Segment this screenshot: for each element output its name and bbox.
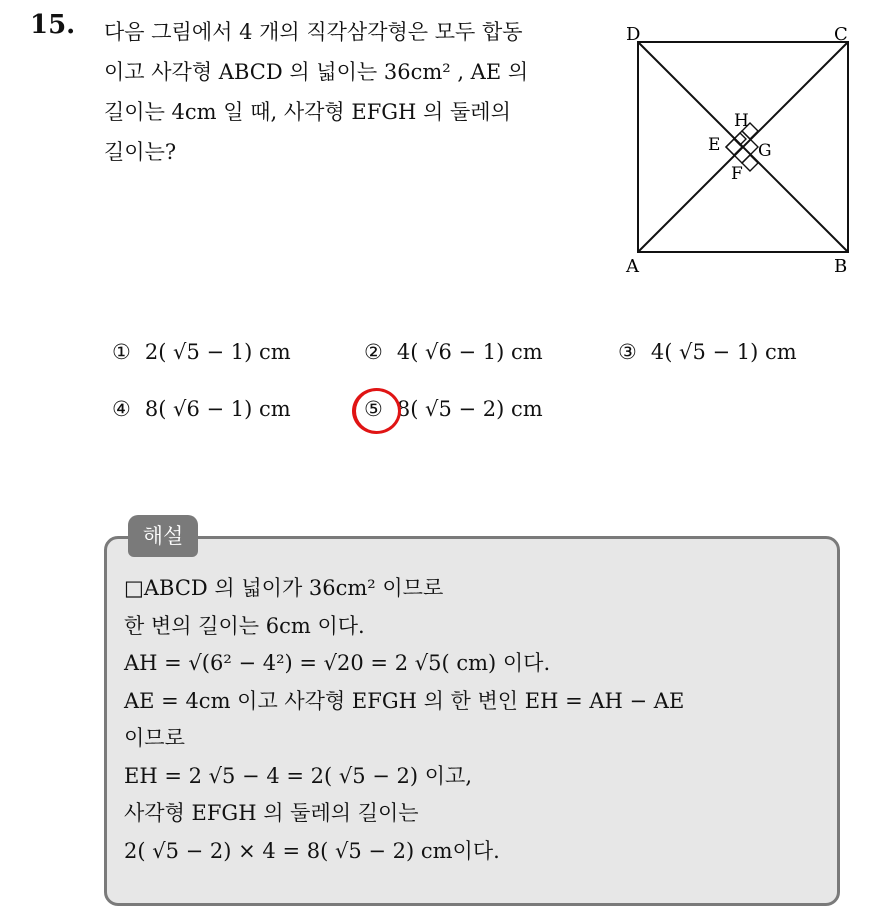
solution-line: AE = 4cm 이고 사각형 EFGH 의 한 변인 EH = AH − AE: [124, 688, 685, 713]
question-line: 길이는?: [104, 140, 177, 164]
choice-text: 4( √5 − 1) cm: [650, 340, 797, 364]
solution-line: 2( √5 − 2) × 4 = 8( √5 − 2) cm이다.: [124, 838, 500, 863]
question-line: 다음 그림에서 4 개의 직각삼각형은 모두 합동: [104, 20, 523, 44]
choice-text: 2( √5 − 1) cm: [144, 340, 291, 364]
solution-text: [124, 570, 684, 870]
choice-5[interactable]: [364, 397, 543, 421]
choice-2[interactable]: [364, 340, 543, 364]
label-b: B: [834, 256, 848, 277]
question-text: [104, 12, 604, 172]
choice-text: 8( √6 − 1) cm: [144, 397, 291, 421]
label-c: C: [834, 24, 848, 45]
choice-mark: ②: [364, 340, 383, 364]
choice-text: 4( √6 − 1) cm: [396, 340, 543, 364]
choice-4[interactable]: [112, 397, 291, 421]
solution-line: 사각형 EFGH 의 둘레의 길이는: [124, 801, 419, 825]
label-e: E: [708, 135, 721, 155]
choice-text: 8( √5 − 2) cm: [396, 397, 543, 421]
choice-1[interactable]: [112, 340, 291, 364]
square-figure: [620, 20, 860, 280]
solution-line: EH = 2 √5 − 4 = 2( √5 − 2) 이고,: [124, 763, 473, 788]
label-f: F: [731, 164, 743, 184]
label-d: D: [626, 24, 641, 45]
question-number: 15.: [30, 10, 76, 40]
label-h: H: [734, 111, 749, 131]
selected-circle-icon: [352, 388, 401, 434]
question-line: 이고 사각형 ABCD 의 넓이는 36cm² , AE 의: [104, 60, 529, 84]
solution-line: 이므로: [124, 726, 185, 750]
choice-mark: ④: [112, 397, 131, 421]
solution-label: 해설: [128, 515, 198, 557]
choice-mark-selected: ⑤: [364, 397, 383, 421]
choice-mark: ①: [112, 340, 131, 364]
question-line: 길이는 4cm 일 때, 사각형 EFGH 의 둘레의: [104, 100, 511, 124]
solution-line: AH = √(6² − 4²) = √20 = 2 √5( cm) 이다.: [124, 651, 551, 675]
choice-mark: ③: [618, 340, 637, 364]
solution-line: □ABCD 의 넓이가 36cm² 이므로: [124, 576, 444, 600]
choice-3[interactable]: [618, 340, 797, 364]
label-a: A: [626, 256, 639, 277]
label-g: G: [758, 141, 772, 161]
solution-line: 한 변의 길이는 6cm 이다.: [124, 613, 365, 638]
